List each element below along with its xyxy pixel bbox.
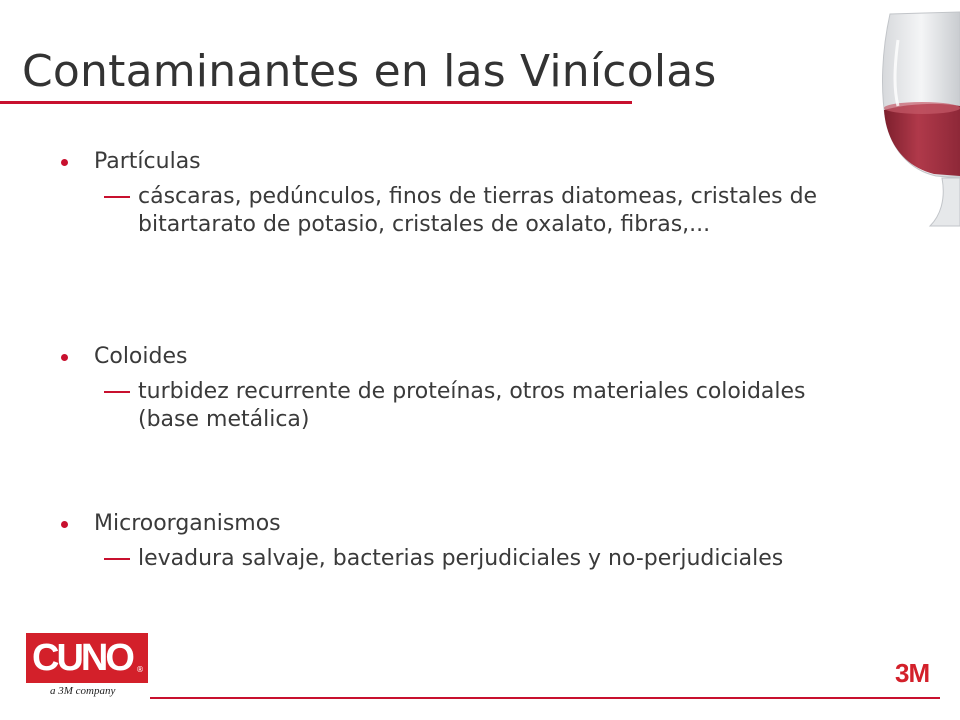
bullet-detail: levadura salvaje, bacterias perjudiciales y no-perjudiciales: [138, 546, 784, 571]
dash-icon: [104, 558, 130, 560]
bullet-dot-icon: [61, 521, 68, 528]
slide-title: Contaminantes en las Vinícolas: [22, 46, 717, 97]
bullet-label: Coloides: [94, 344, 188, 369]
dash-icon: [104, 391, 130, 393]
bullet-microorganismos: [60, 509, 860, 573]
cuno-logo-text: CUNO: [32, 637, 132, 679]
bullet-dot-icon: [61, 159, 68, 166]
bullet-particulas: [60, 147, 860, 239]
bullet-label: Partículas: [94, 149, 201, 174]
bullet-label: Microorganismos: [94, 511, 281, 536]
bullet-detail: turbidez recurrente de proteínas, otros materiales coloidales (base metálica): [138, 379, 806, 432]
3m-logo: 3M: [895, 658, 930, 688]
cuno-tagline: a 3M company: [50, 685, 116, 697]
registered-mark: ®: [136, 665, 144, 674]
footer-divider: [150, 697, 940, 699]
bullet-coloides: [60, 342, 860, 434]
bullet-detail: cáscaras, pedúnculos, finos de tierras diatomeas, cristales de bitartarato de potasio, cristales de oxalato, fibras,...: [138, 184, 818, 237]
wine-glass-image: [876, 10, 960, 232]
cuno-logo: [26, 633, 148, 699]
dash-icon: [104, 196, 130, 198]
bullet-dot-icon: [61, 354, 68, 361]
